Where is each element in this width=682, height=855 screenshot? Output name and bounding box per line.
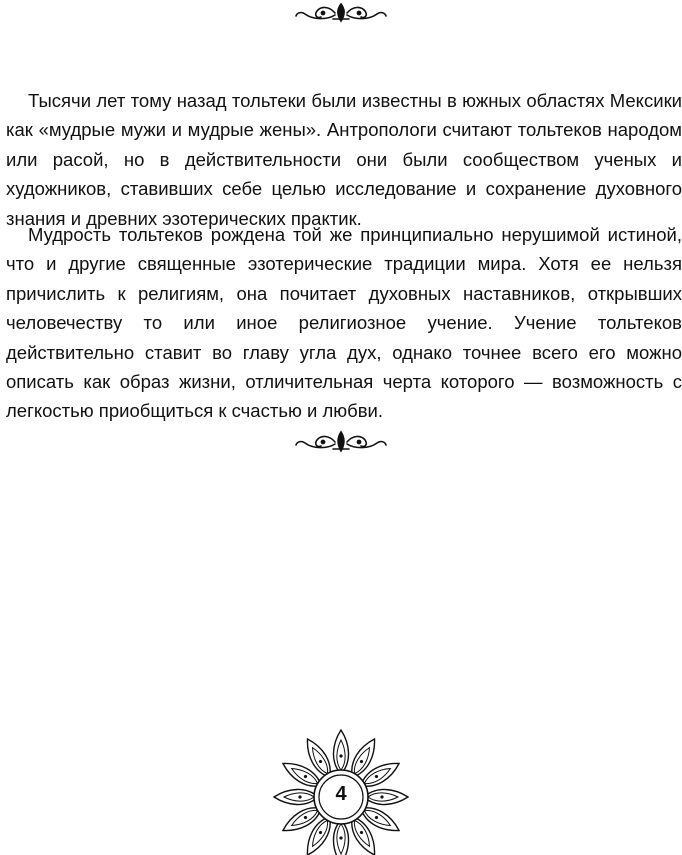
- paragraph-1: Тысячи лет тому назад тольтеки были известны в южных областях Мексики как «мудрые мужи и мудрые жены». Антропологи считают тольтеков народом или расой, но в действительности они были сообществом ученых и художников, ставивших себе целью исследование и сохранение духовного знания и древних эзотерических практик.: [6, 90, 682, 229]
- top-ornament-icon: [0, 2, 682, 26]
- page-number: 4: [335, 783, 347, 805]
- paragraph-2: Мудрость тольтеков рождена той же принципиально нерушимой истиной, что и другие священные эзотерические традиции мира. Хотя ее нельзя причислить к религиям, она почитает духовных наставников, открывших человечеству то или иное религиозное учение. Учение тольтеков действительно ставит во главу угла дух, однако точнее всего его можно описать как образ жизни, отличительная черта которого — возможность с легкостью приобщиться к счастью и любви.: [6, 224, 682, 422]
- middle-ornament-icon: [0, 430, 682, 454]
